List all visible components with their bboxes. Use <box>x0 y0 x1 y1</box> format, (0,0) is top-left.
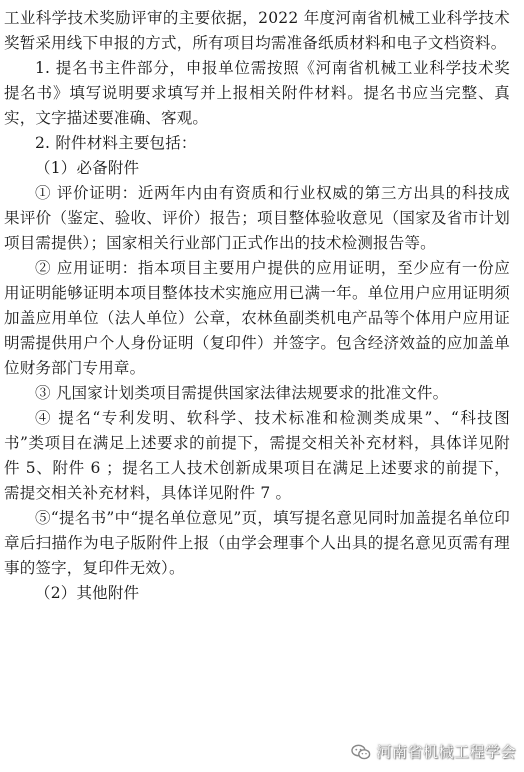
paragraph-supplementary-materials: ④ 提名“专利发明、软科学、技术标准和检测类成果”、“科技图书”类项目在满足上述要求的前提下，需提交相关补充材料，具体详见附件 5、附件 6 ；提名工人技术创新成果项目在满足上述要求的前提下，需提交相关补充材料，具体详见附件 7 。 <box>4 409 510 502</box>
watermark <box>351 741 516 762</box>
watermark-text: 河南省机械工程学会 <box>376 743 516 761</box>
paragraph-intro: 工业科学技术奖励评审的主要依据，2022 年度河南省机械工业科学技术奖暂采用线下申报的方式，所有项目均需准备纸质材料和电子文档资料。 <box>4 9 510 52</box>
paragraph-nomination-opinion: ⑤“提名书”中“提名单位意见”页，填写提名意见同时加盖提名单位印章后扫描作为电子版附件上报（由学会理事个人出具的提名意见页需有理事的签字，复印件无效）。 <box>4 509 510 577</box>
paragraph-item-1: 1. 提名书主件部分，申报单位需按照《河南省机械工业科学技术奖提名书》填写说明要求填写并上报相关附件材料。提名书应当完整、真实，文字描述要准确、客观。 <box>4 59 510 127</box>
paragraph-other-heading: （2）其他附件 <box>35 584 140 602</box>
paragraph-application-proof: ② 应用证明：指本项目主要用户提供的应用证明，至少应有一份应用证明能够证明本项目整体技术实施应用已满一年。单位用户应用证明须加盖应用单位（法人单位）公章，农林鱼副类机电产品等个体用户应用证明需提供用户个人身份证明（复印件）并签字。包含经济效益的应加盖单位财务部门专用章。 <box>4 259 510 377</box>
paragraph-required-heading: （1）必备附件 <box>35 159 140 177</box>
paragraph-evaluation-proof: ① 评价证明：近两年内由有资质和行业权威的第三方出具的科技成果评价（鉴定、验收、评价）报告；项目整体验收意见（国家及省市计划项目需提供）；国家相关行业部门正式作出的技术检测报告等。 <box>4 184 510 252</box>
paragraph-item-2: 2. 附件材料主要包括： <box>35 134 197 152</box>
wechat-icon <box>351 744 371 760</box>
paragraph-approval-docs: ③ 凡国家计划类项目需提供国家法律法规要求的批准文件。 <box>35 384 449 402</box>
